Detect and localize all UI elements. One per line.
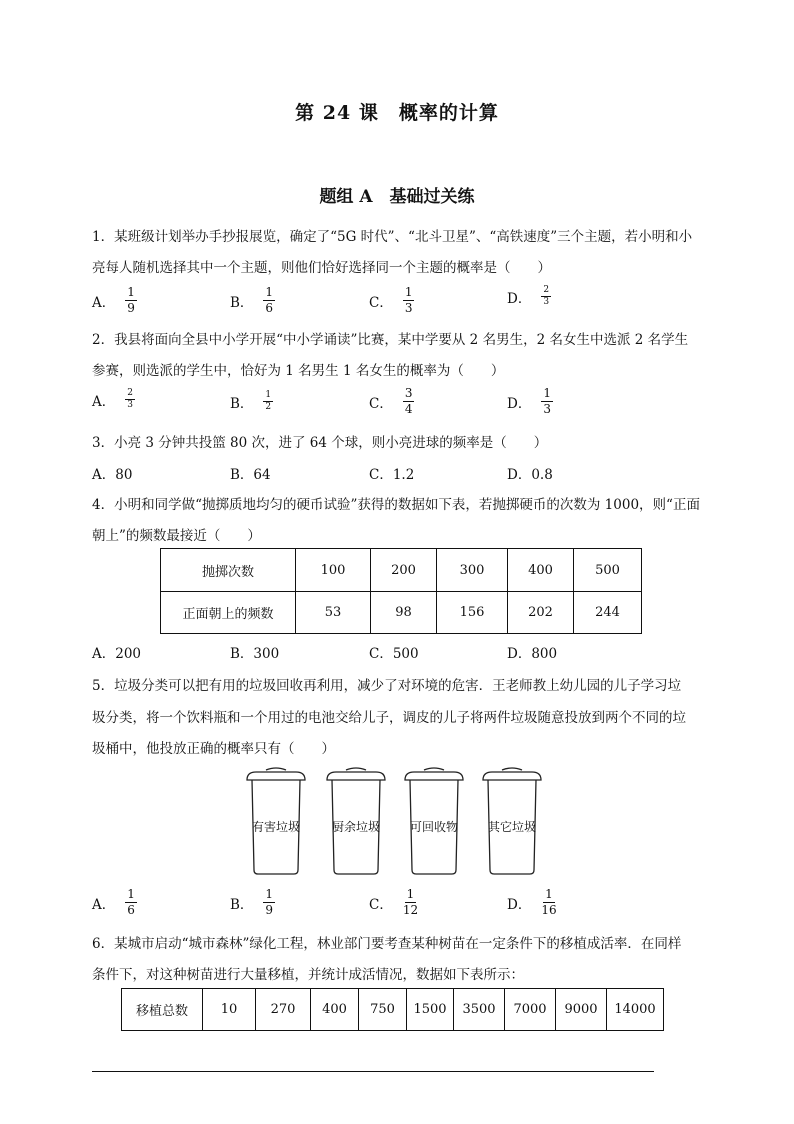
q2-option-a: A． $\frac{2}{3}$ [92, 388, 133, 410]
q2-option-b: B． $\frac{1}{2}$ [230, 390, 272, 412]
q4-table-row [161, 592, 642, 634]
q6-cell: 750 [359, 989, 407, 1031]
q4-cell: 100 [296, 549, 371, 592]
section-heading: 题组 A 基础过关练 [319, 187, 475, 207]
bin-label-hazardous: 有害垃圾 [251, 820, 300, 834]
q4-option-a: A．200 [92, 646, 142, 662]
q4-cell: 244 [574, 592, 642, 634]
q6-cell: 7000 [505, 989, 556, 1031]
q6-table-row [122, 989, 664, 1031]
q4-cell: 300 [437, 549, 508, 592]
q4-cell: 500 [574, 549, 642, 592]
q4-stem-line1: 4．小明和同学做“抛掷质地均匀的硬币试验”获得的数据如下表，若抛掷硬币的次数为 1000，则“正面 [92, 497, 700, 513]
bin-label-kitchen: 厨余垃圾 [331, 820, 380, 834]
q3-option-b: B．64 [230, 467, 271, 483]
q1-option-c: C． $\frac{1}{3}$ [369, 285, 413, 315]
q4-cell: 正面朝上的频数 [161, 592, 296, 634]
q4-cell: 156 [437, 592, 508, 634]
q4-cell: 98 [371, 592, 437, 634]
q5-option-b: B． $\frac{1}{9}$ [230, 887, 274, 917]
q6-cell: 270 [256, 989, 311, 1031]
q4-stem-line2: 朝上”的频数最接近（ ） [92, 528, 261, 544]
q1-option-a: A． $\frac{1}{9}$ [92, 285, 135, 315]
q3-option-a: A．80 [92, 467, 133, 483]
q5-option-a: A． $\frac{1}{6}$ [92, 887, 135, 917]
q4-cell: 抛掷次数 [161, 549, 296, 592]
q2-stem-line1: 2．我县将面向全县中小学开展“中小学诵读”比赛，某中学要从 2 名男生，2 名女生中选派 2 名学生 [92, 332, 689, 348]
q6-cell: 3500 [454, 989, 505, 1031]
q6-stem-line1: 6．某城市启动“城市森林”绿化工程，林业部门要考查某种树苗在一定条件下的移植成活率．在同样 [92, 936, 682, 952]
q4-cell: 200 [371, 549, 437, 592]
q6-cell: 400 [311, 989, 359, 1031]
q6-cell: 1500 [407, 989, 454, 1031]
q1-stem-line1: 1．某班级计划举办手抄报展览，确定了“5G 时代”、“北斗卫星”、“高铁速度”三个主题，若小明和小 [92, 229, 693, 245]
q1-option-d: D． $\frac{2}{3}$ [507, 285, 550, 307]
q1-option-b: B． $\frac{1}{6}$ [230, 285, 274, 315]
q5-stem-line1: 5．垃圾分类可以把有用的垃圾回收再利用，减少了对环境的危害．王老师教上幼儿园的儿子学习垃 [92, 678, 682, 694]
q5-stem-line3: 圾桶中，他投放正确的概率只有（ ） [92, 741, 335, 757]
footer-divider [92, 1071, 654, 1072]
q2-option-c: C． $\frac{3}{4}$ [369, 386, 413, 416]
q4-cell: 400 [508, 549, 574, 592]
q4-option-d: D．800 [507, 646, 558, 662]
q6-cell: 10 [203, 989, 256, 1031]
q3-stem: 3．小亮 3 分钟共投篮 80 次，进了 64 个球，则小亮进球的频率是（ ） [92, 435, 548, 451]
q5-option-d: D． $\frac{1}{16}$ [507, 887, 557, 917]
q4-cell: 53 [296, 592, 371, 634]
q6-cell: 移植总数 [122, 989, 203, 1031]
q2-option-d: D． $\frac{1}{3}$ [507, 386, 551, 416]
q4-table [160, 548, 642, 634]
q5-stem-line2: 圾分类，将一个饮料瓶和一个用过的电池交给儿子，调皮的儿子将两件垃圾随意投放到两个不同的垃 [92, 710, 686, 726]
bin-label-recyclable: 可回收物 [409, 820, 458, 834]
q3-option-c: C．1.2 [369, 467, 415, 483]
q6-cell: 14000 [607, 989, 664, 1031]
q2-stem-line2: 参赛，则选派的学生中，恰好为 1 名男生 1 名女生的概率为（ ） [92, 363, 505, 379]
q6-table [121, 988, 664, 1031]
q4-option-c: C．500 [369, 646, 419, 662]
q4-table-row [161, 549, 642, 592]
bin-label-other: 其它垃圾 [487, 820, 536, 834]
page-title: 第 24 课 概率的计算 [295, 102, 499, 124]
q3-option-d: D．0.8 [507, 467, 553, 483]
q4-option-b: B．300 [230, 646, 280, 662]
q1-stem-line2: 亮每人随机选择其中一个主题，则他们恰好选择同一个主题的概率是（ ） [92, 260, 551, 276]
q6-stem-line2: 条件下，对这种树苗进行大量移植，并统计成活情况，数据如下表所示： [92, 967, 524, 983]
q5-option-c: C． $\frac{1}{12}$ [369, 887, 419, 917]
q4-cell: 202 [508, 592, 574, 634]
q6-cell: 9000 [556, 989, 607, 1031]
